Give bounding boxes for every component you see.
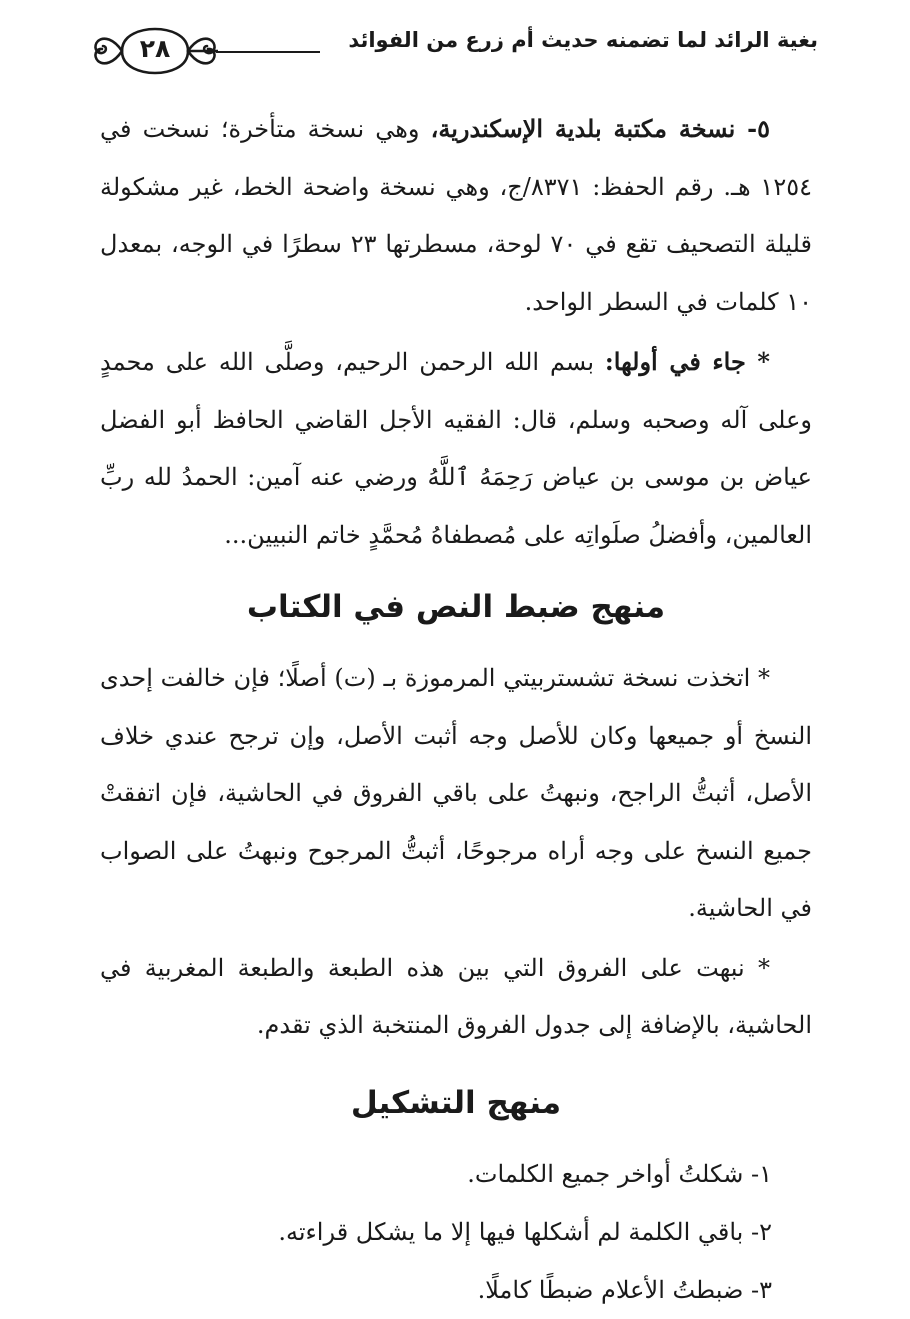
page-content	[100, 100, 812, 1319]
list-item: ٣- ضبطتُ الأعلام ضبطًا كاملًا.	[477, 1275, 772, 1304]
header-title: بغية الرائد لما تضمنه حديث أم زرع من الفوائد	[348, 28, 818, 52]
paragraph-opening	[100, 333, 812, 564]
section-heading-text-method: منهج ضبط النص في الكتاب	[246, 589, 666, 625]
paragraph-manuscript-5	[100, 100, 812, 331]
paragraph-text: بسم الله الرحمن الرحيم، وصلَّى الله على محمدٍ وعلى آله وصحبه وسلم، قال: الفقيه الأجل القاضي الحافظ أبو الفضل عياض بن موسى بن عياض رَحِمَهُ ٱللَّهُ ورضي عنه آمين: الحمدُ لله ربِّ العالمين، وأفضلُ صلَواتِه على مُصطفاهُ مُحمَّدٍ خاتم النبيين...	[100, 348, 813, 549]
paragraph-text: وهي نسخة متأخرة؛ نسخت في ١٢٥٤ هـ. رقم الحفظ: ٨٣٧١/ج، وهي نسخة واضحة الخط، غير مشكولة قليلة التصحيف تقع في ٧٠ لوحة، مسطرتها ٢٣ سطرًا في الوجه، بمعدل ١٠ كلمات في السطر الواحد.	[100, 115, 813, 316]
paragraph-base-copy: * اتخذت نسخة تشستربيتي المرموزة بـ (ت) أصلًا؛ فإن خالفت إحدى النسخ أو جميعها وكان للأصل وجه أثبت الأصل، وإن ترجح عندي خلاف الأصل، أثبتُّ الراجح، ونبهتُ على باقي الفروق في الحاشية، فإن اتفقتْ جميع النسخ على وجه أراه مرجوحًا، أثبتُّ المرجوح ونبهتُ على الصواب في الحاشية.	[100, 664, 812, 922]
page-number: ٢٨	[139, 34, 171, 63]
list-item: ٢- باقي الكلمة لم أشكلها فيها إلا ما يشكل قراءته.	[278, 1217, 772, 1246]
paragraph-lead: * جاء في أولها:	[604, 347, 770, 376]
running-header	[92, 22, 818, 86]
vocalization-list	[100, 1145, 812, 1319]
header-rule	[216, 51, 320, 53]
paragraph-differences: * نبهت على الفروق التي بين هذه الطبعة والطبعة المغربية في الحاشية، بالإضافة إلى جدول الفروق المنتخبة الذي تقدم.	[100, 953, 812, 1039]
list-item: ١- شكلتُ أواخر جميع الكلمات.	[467, 1159, 772, 1188]
section-heading-vocalization-method: منهج التشكيل	[350, 1084, 562, 1121]
paragraph-lead: ٥- نسخة مكتبة بلدية الإسكندرية،	[430, 114, 770, 143]
